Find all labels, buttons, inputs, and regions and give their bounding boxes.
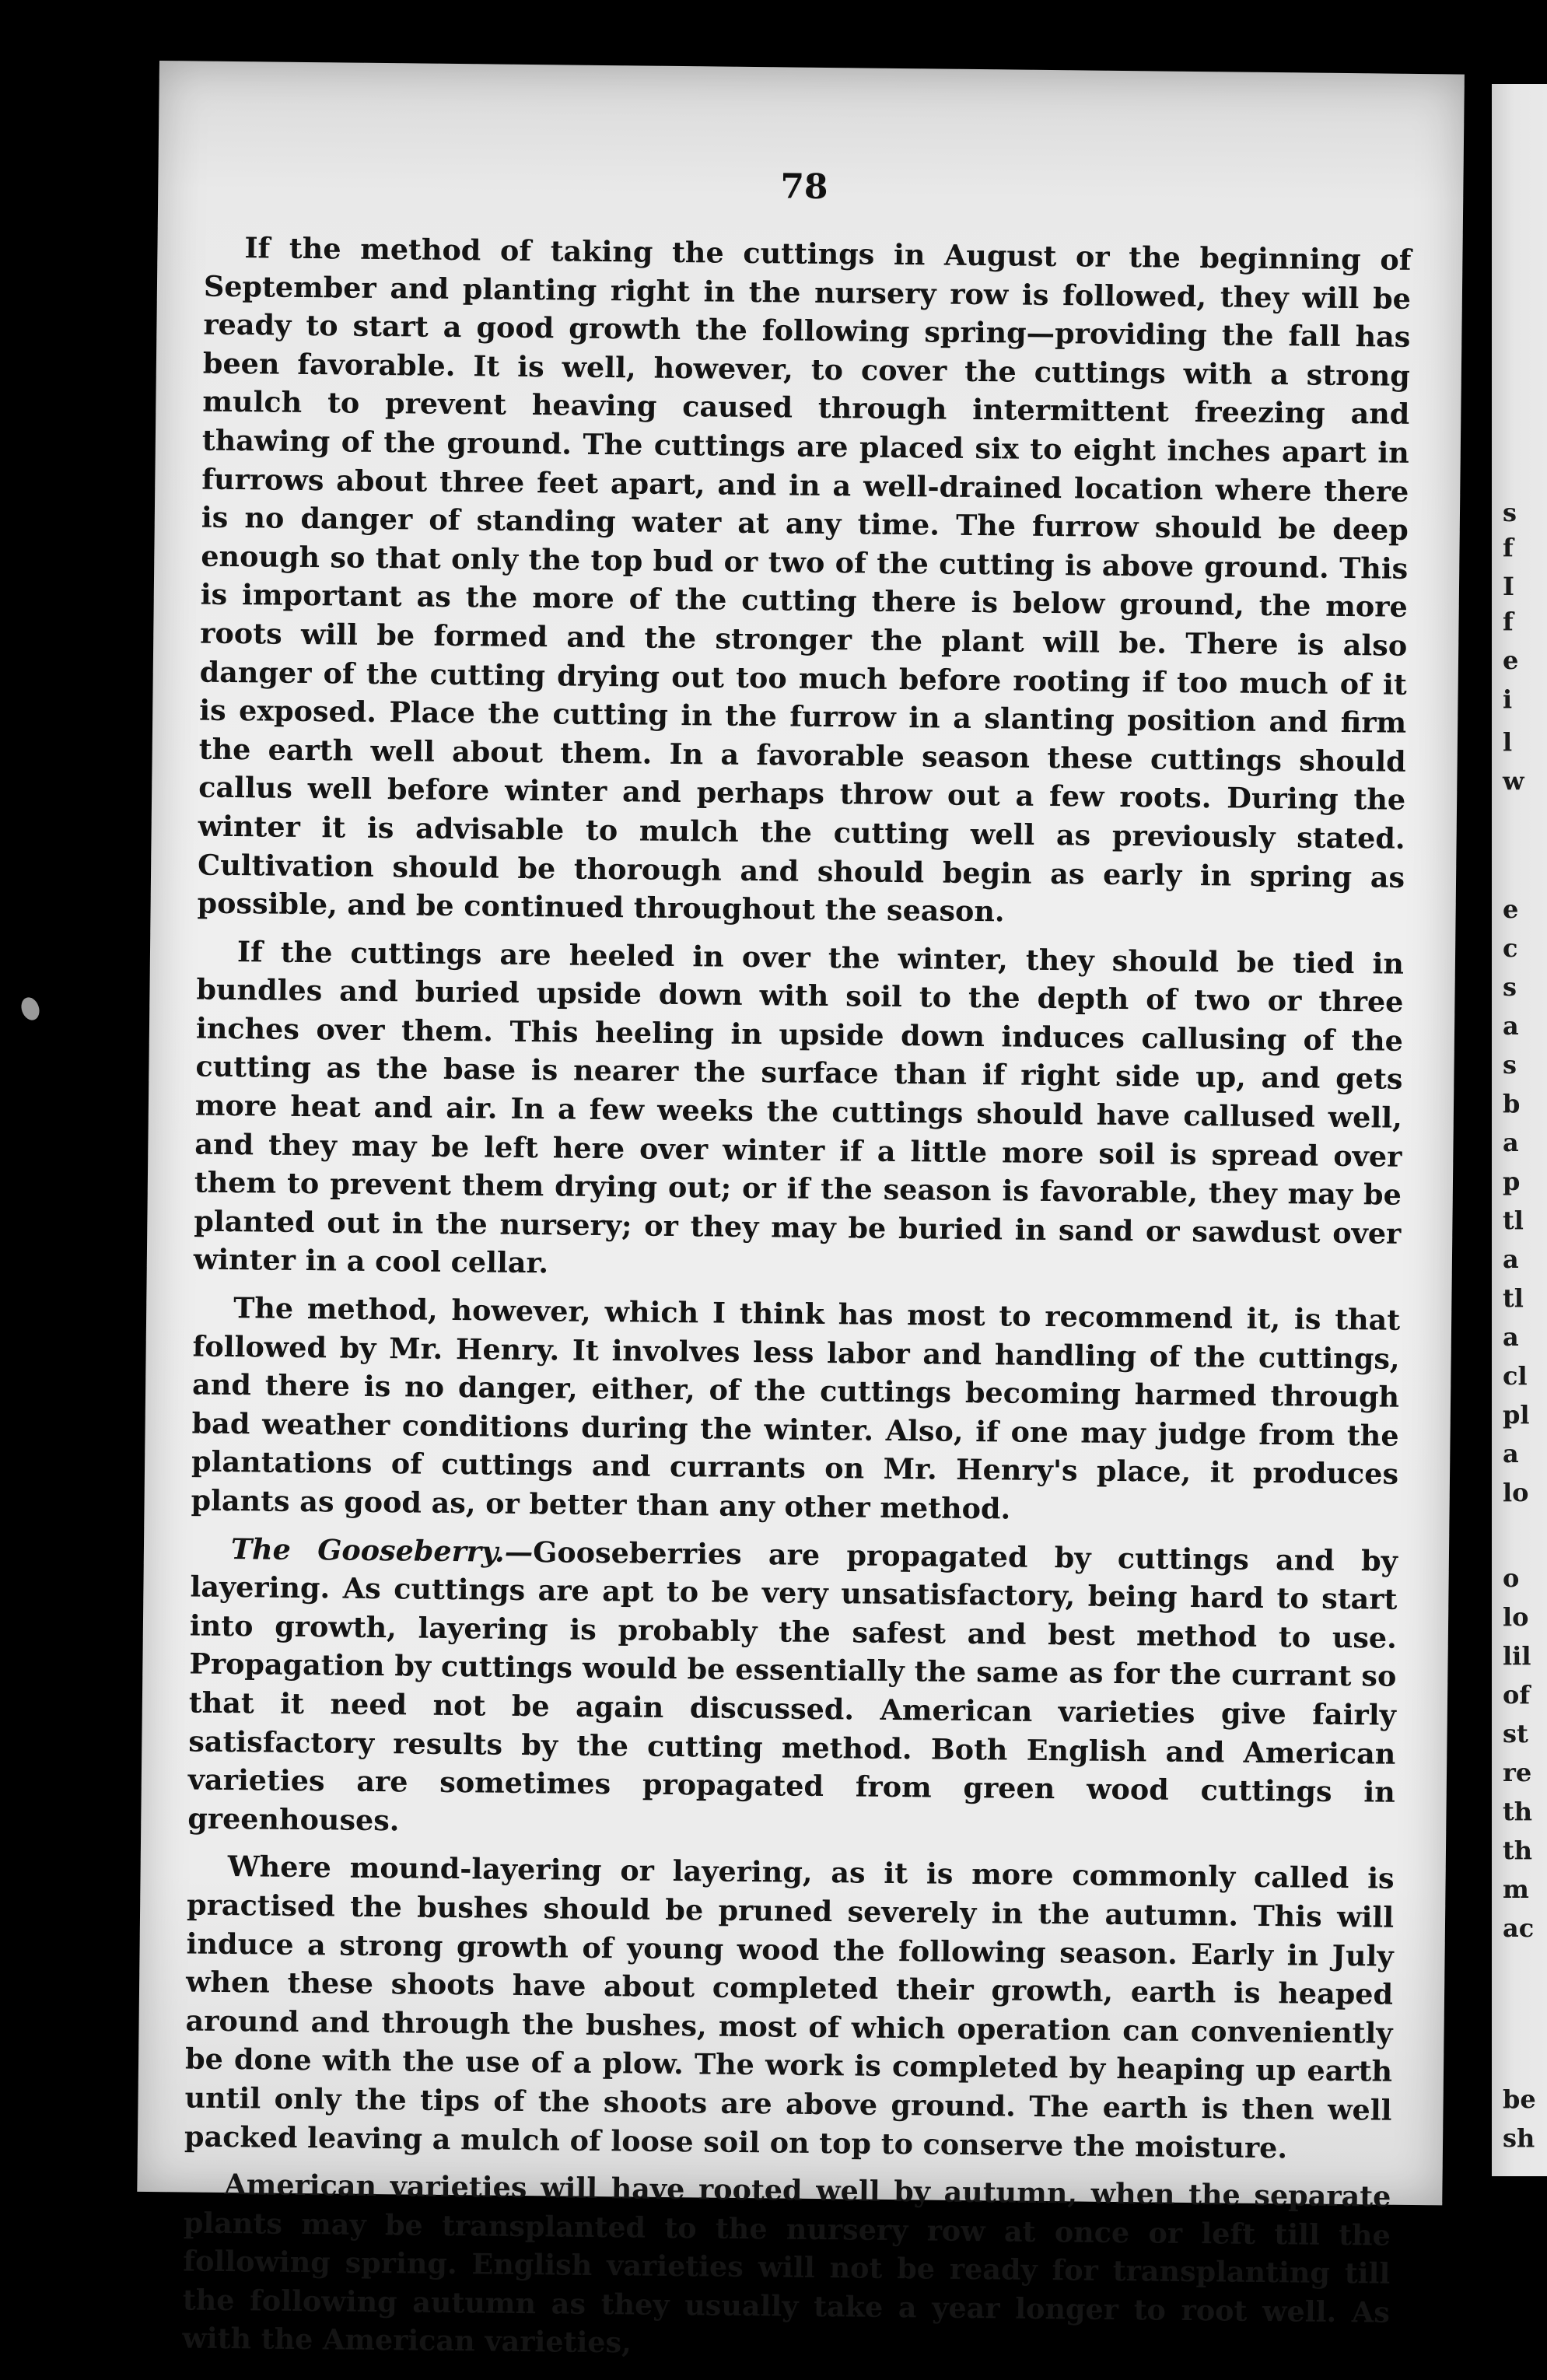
adjacent-page-fragment: b xyxy=(1503,1089,1521,1118)
adjacent-page-fragment: s xyxy=(1503,1050,1517,1080)
adjacent-page-fragment: st xyxy=(1503,1719,1528,1748)
paragraph-henry-method: The method, however, which I think has most to recommend it, is that followed by Mr. Henry. It involves less labor and handling of the cuttings, and there is no danger, either, of the cuttings becoming harmed through bad weather conditions during the winter. Also, if one may judge from the plantations of cuttings and currants on Mr. Henry's place, it produces plants as good as, or better than any other method. xyxy=(191,1291,1401,1526)
adjacent-page-fragment: th xyxy=(1503,1797,1533,1826)
adjacent-page-fragment: l xyxy=(1503,727,1513,757)
adjacent-page-fragment: a xyxy=(1503,1439,1519,1468)
scan-border-left xyxy=(0,0,159,2239)
paragraph-american-varieties: American varieties will have rooted well by autumn, when the separate plants may be transplanted to the nursery row at once or left till the following spring. English varieties will not be ready for transplanting till the following autumn as they usually take a year longer to root well. As with the American varieties, xyxy=(182,2168,1391,2360)
adjacent-page-fragment: w xyxy=(1503,766,1524,796)
adjacent-page-fragment: lo xyxy=(1503,1478,1529,1507)
adjacent-page-fragment: tl xyxy=(1503,1206,1524,1235)
paragraph-gooseberry xyxy=(187,1529,1398,1850)
page-number: 78 xyxy=(780,166,828,208)
adjacent-page-fragment: lo xyxy=(1503,1602,1529,1632)
adjacent-page-fragment: a xyxy=(1503,1128,1519,1157)
adjacent-page-fragment: cl xyxy=(1503,1361,1528,1391)
adjacent-page-edge xyxy=(1492,84,1547,2176)
adjacent-page-fragment: f xyxy=(1503,607,1514,636)
book-page xyxy=(137,61,1465,2360)
adjacent-page-fragment: s xyxy=(1503,498,1517,527)
paragraph-mound-layering: Where mound-layering or layering, as it is more commonly called is practised the bushes should be pruned severely in the autumn. This will induce a strong growth of young wood the following season. Early in July when these shoots have about completed their growth, earth is heaped around and through the bushes, most of which operation can conveniently be done with the use of a plow. The work is completed by heaping up earth until only the tips of the shoots are above ground. The earth is then well packed leaving a mulch of loose soil on top to conserve the moisture. xyxy=(184,1850,1395,2165)
adjacent-page-fragment: ac xyxy=(1503,1913,1535,1943)
adjacent-page-fragment: pl xyxy=(1503,1400,1530,1430)
adjacent-page-fragment: c xyxy=(1503,933,1518,963)
adjacent-page-fragment: lil xyxy=(1503,1641,1531,1671)
adjacent-page-fragment: m xyxy=(1503,1874,1529,1904)
adjacent-page-fragment: I xyxy=(1503,572,1514,601)
adjacent-page-fragment: f xyxy=(1503,533,1514,562)
adjacent-page-fragment: s xyxy=(1503,972,1517,1002)
adjacent-page-fragment: re xyxy=(1503,1758,1532,1787)
adjacent-page-fragment: e xyxy=(1503,894,1519,924)
paragraph-gooseberry-text: Gooseberries are propagated by cuttings and by layering. As cuttings are apt to be very unsatisfactory, being hard to start into growth, layering is probably the safest and best method to use. Propagation by cuttings would be essentially the same as for the currant so that it need not be again discussed. American varieties give fairly satisfactory results by the cutting method. Both English and American varieties are sometimes propagated from green wood cuttings in greenhouses. xyxy=(187,1535,1398,1838)
paragraph-cuttings-august: If the method of taking the cuttings in August or the beginning of September and planting right in the nursery row is followed, they will be ready to start a good growth the following spring—providing the fall has been favorable. It is well, however, to cover the cuttings with a strong mulch to prevent heaving caused through intermittent freezing and thawing of the ground. The cuttings are placed six to eight inches apart in furrows about three feet apart, and in a well-drained location where there is no danger of standing water at any time. The furrow should be deep enough so that only the top bud or two of the cutting is above ground. This is important as the more of the cutting there is below ground, the more roots will be formed and the stronger the plant will be. There is also danger of the cutting drying out too much before rooting if too much of it is exposed. Place the cutting in the furrow in a slanting position and firm the earth well about them. In a favorable season these cuttings should callus well before winter and perhaps throw out a few roots. During the winter it is advisable to mulch the cutting well as previously stated. Cultivation should be thorough and should begin as early in spring as possible, and be continued throughout the season. xyxy=(197,231,1412,929)
adjacent-page-fragment: of xyxy=(1503,1680,1531,1710)
adjacent-page-fragment: tl xyxy=(1503,1283,1524,1313)
body-text xyxy=(182,229,1412,2380)
adjacent-page-fragment: th xyxy=(1503,1836,1533,1865)
adjacent-page-fragment: o xyxy=(1503,1563,1520,1593)
adjacent-page-fragment: sh xyxy=(1503,2123,1535,2153)
adjacent-page-fragment: be xyxy=(1503,2084,1536,2114)
adjacent-page-fragment: e xyxy=(1503,646,1519,675)
adjacent-page-fragment: a xyxy=(1503,1011,1519,1041)
paragraph-heeling-in: If the cuttings are heeled in over the winter, they should be tied in bundles and buried upside down with soil to the depth of two or three inches over them. This heeling in upside down induces callusing of the cutting as the base is nearer the surface than if right side up, and gets more heat and air. In a few weeks the cuttings should have callused well, and they may be left here over winter if a little more soil is spread over them to prevent them drying out; or if the season is favorable, they may be planted out in the nursery; or they may be buried in sand or sawdust over winter in a cool cellar. xyxy=(193,934,1405,1280)
section-heading-gooseberry: The Gooseberry.— xyxy=(230,1531,534,1569)
adjacent-page-fragment: a xyxy=(1503,1244,1519,1274)
adjacent-page-fragment: p xyxy=(1503,1167,1521,1196)
adjacent-page-fragment: a xyxy=(1503,1322,1519,1352)
scan-smudge xyxy=(19,995,43,1023)
adjacent-page-fragment: i xyxy=(1503,684,1513,714)
